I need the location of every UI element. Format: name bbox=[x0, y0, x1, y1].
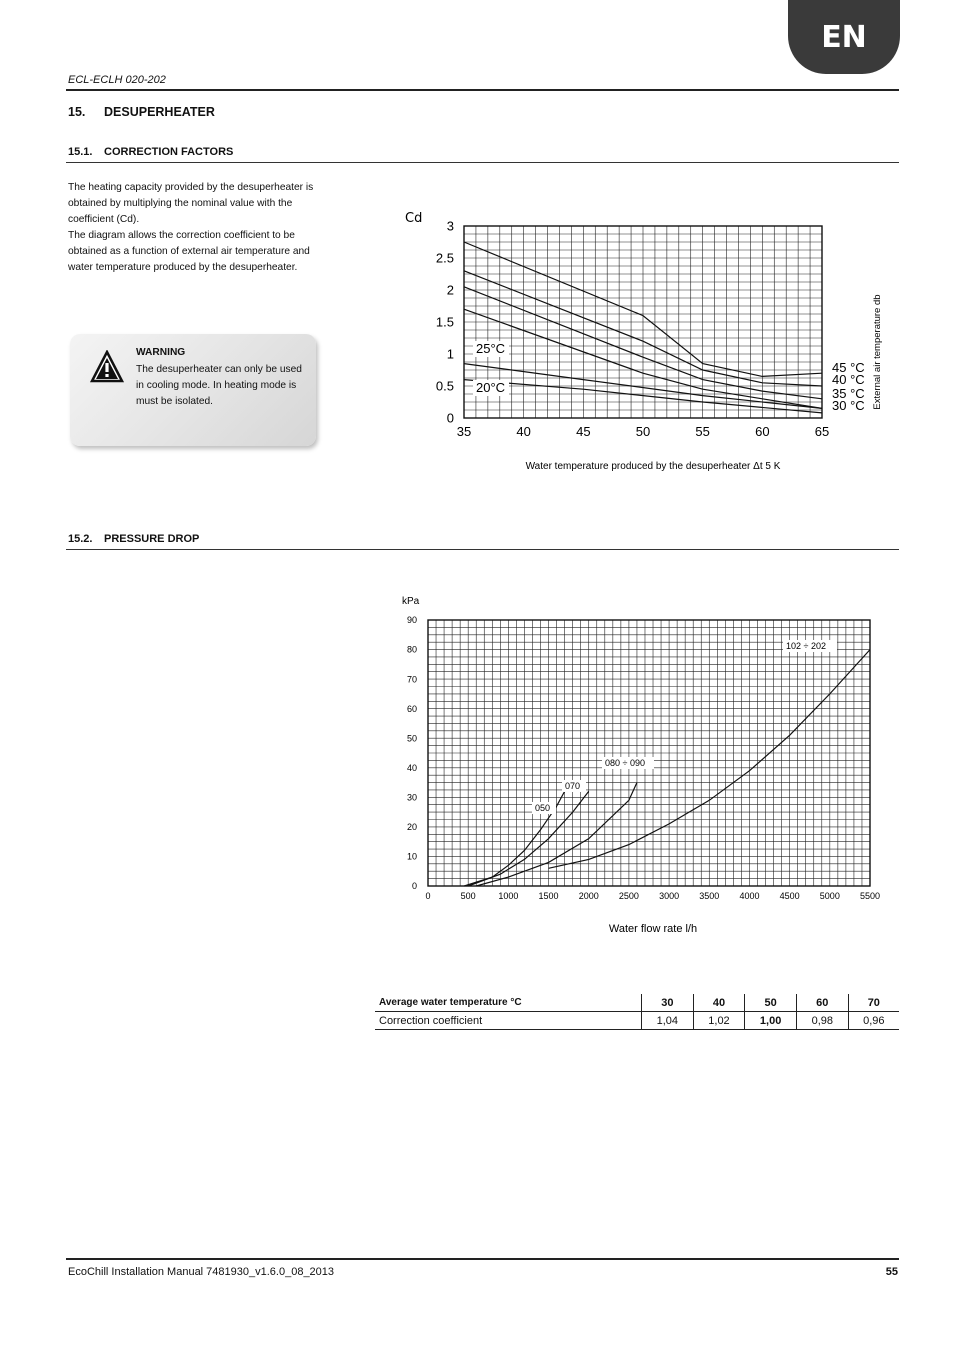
table-cell: 1,02 bbox=[693, 1012, 745, 1030]
y-tick-label: 0.5 bbox=[435, 378, 454, 394]
intro-paragraph-1: The heating capacity provided by the desuperheater is obtained by multiplying the nominal value with the coefficient (Cd). bbox=[68, 182, 314, 225]
table-row-label: Correction coefficient bbox=[375, 1012, 642, 1030]
x-tick-label: 1000 bbox=[498, 891, 519, 901]
y-axis-label: kPa bbox=[402, 596, 420, 607]
series-label: 25°C bbox=[476, 341, 506, 356]
subsection-title: PRESSURE DROP bbox=[104, 533, 200, 545]
series-label: 30 °C bbox=[832, 398, 865, 413]
series-label: 45 °C bbox=[832, 360, 865, 375]
series-label: 050 bbox=[535, 803, 551, 813]
table-header-label: Average water temperature °C bbox=[375, 994, 642, 1012]
intro-paragraph-2: The diagram allows the correction coefficient to be obtained as a function of external air temperature and water temperature produced by the desuperheater. bbox=[68, 230, 310, 273]
x-axis-label: Water temperature produced by the desuperheater Δt 5 K bbox=[525, 461, 781, 472]
series-label: 35 °C bbox=[832, 386, 865, 401]
x-tick-label: 0 bbox=[425, 891, 431, 901]
table-header-row bbox=[375, 994, 899, 1012]
x-tick-label: 65 bbox=[814, 424, 830, 439]
series-label: 070 bbox=[565, 781, 581, 791]
x-tick-label: 5500 bbox=[859, 891, 881, 901]
table-header-cell: 40 bbox=[693, 994, 745, 1012]
y-tick-label: 40 bbox=[406, 762, 417, 773]
y-tick-label: 0 bbox=[411, 881, 417, 892]
right-axis-label: External air temperature db bbox=[872, 294, 883, 410]
correction-factor-chart bbox=[380, 200, 900, 480]
section-heading bbox=[68, 105, 215, 119]
y-axis-label: Cd bbox=[405, 211, 423, 226]
y-tick-label: 50 bbox=[406, 733, 417, 744]
x-tick-label: 1500 bbox=[538, 891, 559, 901]
x-tick-label: 500 bbox=[460, 891, 476, 901]
correction-table bbox=[375, 994, 899, 1030]
subsection-rule bbox=[66, 162, 899, 163]
y-tick-label: 70 bbox=[406, 674, 417, 685]
y-tick-label: 60 bbox=[406, 703, 417, 714]
series-label: 40 °C bbox=[832, 372, 865, 387]
model-label: ECL-ECLH 020-202 bbox=[68, 74, 166, 86]
y-tick-label: 1 bbox=[446, 346, 454, 362]
table-header-cell: 50 bbox=[745, 994, 797, 1012]
intro-text bbox=[68, 180, 330, 276]
subsection-number: 15.2. bbox=[68, 533, 93, 545]
language-tab: EN bbox=[788, 0, 900, 74]
subsection-rule bbox=[66, 549, 899, 550]
table-header-cell: 70 bbox=[848, 994, 899, 1012]
x-tick-label: 55 bbox=[695, 424, 710, 439]
x-tick-label: 2000 bbox=[578, 891, 599, 901]
subsection-heading-pressure bbox=[68, 533, 199, 545]
table-cell: 1,00 bbox=[745, 1012, 797, 1030]
section-number: 15. bbox=[68, 105, 86, 119]
x-tick-label: 3500 bbox=[699, 891, 720, 901]
header-rule bbox=[66, 89, 899, 91]
series-line bbox=[468, 791, 589, 886]
x-tick-label: 60 bbox=[755, 424, 770, 439]
pressure-drop-chart bbox=[390, 590, 900, 940]
y-tick-label: 2 bbox=[446, 282, 454, 298]
y-tick-label: 80 bbox=[406, 644, 417, 655]
subsection-heading-correction bbox=[68, 146, 233, 158]
y-tick-label: 10 bbox=[406, 851, 417, 862]
x-tick-label: 50 bbox=[635, 424, 651, 439]
y-tick-label: 1.5 bbox=[435, 314, 454, 330]
table-cell: 1,04 bbox=[642, 1012, 694, 1030]
x-tick-label: 4500 bbox=[779, 891, 800, 901]
x-tick-label: 45 bbox=[576, 424, 591, 439]
series-label: 080 ÷ 090 bbox=[605, 758, 645, 768]
footer-manual: EcoChill Installation Manual 7481930_v1.6.0_08_2013 bbox=[68, 1266, 335, 1278]
x-tick-label: 2500 bbox=[618, 891, 639, 901]
x-tick-label: 5000 bbox=[819, 891, 840, 901]
y-tick-label: 2.5 bbox=[435, 250, 454, 266]
y-tick-label: 20 bbox=[406, 822, 417, 833]
subsection-number: 15.1. bbox=[68, 146, 93, 158]
x-tick-label: 35 bbox=[456, 424, 472, 439]
section-title: DESUPERHEATER bbox=[104, 105, 215, 119]
table-row bbox=[375, 1012, 899, 1030]
warning-triangle-icon bbox=[90, 350, 124, 384]
warning-box bbox=[70, 334, 316, 446]
table-header-cell: 30 bbox=[642, 994, 694, 1012]
y-tick-label: 0 bbox=[446, 410, 454, 426]
series-label: 102 ÷ 202 bbox=[786, 641, 826, 651]
y-tick-label: 30 bbox=[406, 792, 417, 803]
page-number: 55 bbox=[885, 1266, 898, 1278]
footer-rule bbox=[66, 1258, 899, 1260]
x-tick-label: 4000 bbox=[739, 891, 760, 901]
warning-text: The desuperheater can only be used in cooling mode. In heating mode is must be isolated. bbox=[136, 364, 302, 407]
series-label: 20°C bbox=[476, 380, 506, 395]
y-tick-label: 90 bbox=[406, 615, 417, 626]
y-tick-label: 3 bbox=[446, 218, 454, 234]
x-tick-label: 3000 bbox=[659, 891, 680, 901]
subsection-title: CORRECTION FACTORS bbox=[104, 146, 234, 158]
table-cell: 0,96 bbox=[848, 1012, 899, 1030]
table-cell: 0,98 bbox=[796, 1012, 848, 1030]
x-axis-label: Water flow rate l/h bbox=[608, 923, 698, 935]
table-header-cell: 60 bbox=[796, 994, 848, 1012]
x-tick-label: 40 bbox=[516, 424, 531, 439]
warning-title: WARNING bbox=[136, 347, 186, 358]
